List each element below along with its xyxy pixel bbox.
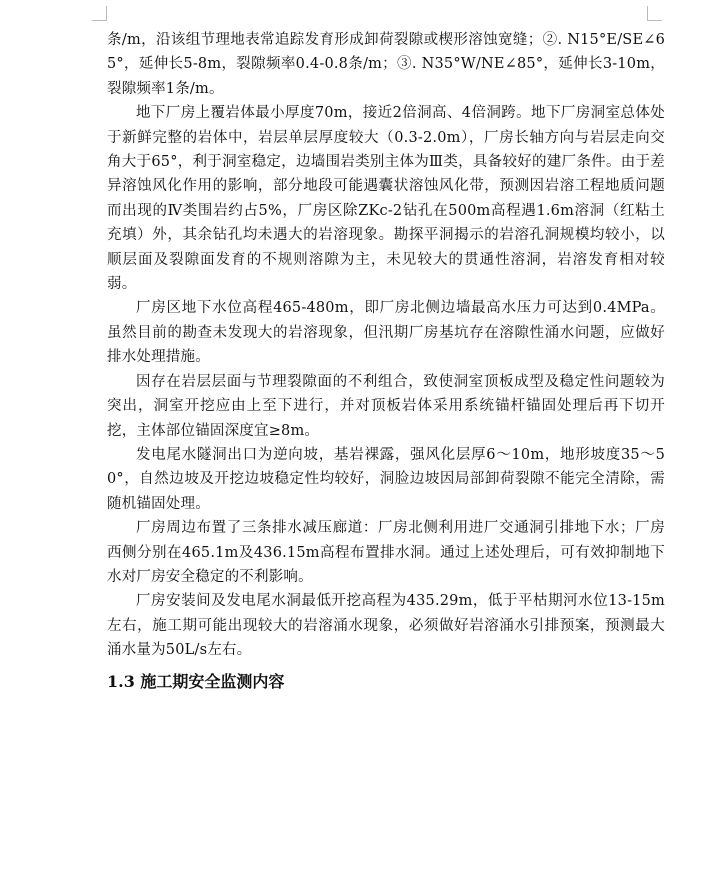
paragraph-roof-stability: 因存在岩层层面与节理裂隙面的不利组合，致使洞室顶板成型及稳定性问题较为突出，洞室开挖应由上至下进行，并对顶板岩体采用系统锚杆锚固处理后再下切开挖，主体部位锚固深度宜≥8m。 [107, 373, 665, 439]
document-page [107, 28, 665, 697]
page-corner-mark-left [92, 6, 107, 21]
paragraph-powerhouse-rock-mass: 地下厂房上覆岩体最小厚度70m，接近2倍洞高、4倍洞跨。地下厂房洞室总体处于新鲜完整的岩体中，岩层单层厚度较大（0.3-2.0m），厂房长轴方向与岩层走向交角大于65°，利于洞室稳定，边墙围岩类别主体为Ⅲ类，具备较好的建厂条件。由于差异溶蚀风化作用的影响，部分地段可能遇囊状溶蚀风化带，预测因岩溶工程地质问题而出现的Ⅳ类围岩约占5%，厂房区除ZKc-2钻孔在500m高程遇1.6m溶洞（红粘土充填）外，其余钻孔均未遇大的岩溶现象。勘探平洞揭示的岩溶孔洞规模均较小，以顺层面及裂隙面发育的不规则溶隙为主，未见较大的贯通性溶洞，岩溶发育相对较弱。 [107, 105, 665, 293]
paragraph-tailrace-outlet: 发电尾水隧洞出口为逆向坡，基岩裸露，强风化层厚6～10m，地形坡度35～50°，自然边坡及开挖边坡稳定性均较好，洞脸边坡因局部卸荷裂隙不能完全清除，需随机锚固处理。 [107, 446, 665, 512]
paragraph-groundwater-level: 厂房区地下水位高程465-480m，即厂房北侧边墙最高水压力可达到0.4MPa。虽然目前的勘查未发现大的岩溶现象，但汛期厂房基坑存在溶隙性涌水问题，应做好排水处理措施。 [107, 300, 665, 366]
paragraph-joint-sets: 条/m，沿该组节理地表常追踪发育形成卸荷裂隙或楔形溶蚀宽缝；②. N15°E/SE∠65°，延伸长5-8m，裂隙频率0.4-0.8条/m；③. N35°W/NE∠85°，延伸长3-10m，裂隙频率1条/m。 [107, 32, 665, 97]
page-corner-mark-right [647, 6, 662, 21]
section-heading: 1.3 施工期安全监测内容 [107, 671, 285, 691]
paragraph-drainage-galleries: 厂房周边布置了三条排水减压廊道：厂房北侧利用进厂交通洞引排地下水；厂房西侧分别在465.1m及436.15m高程布置排水洞。通过上述处理后，可有效抑制地下水对厂房安全稳定的不利影响。 [107, 520, 665, 585]
paragraph-karst-water-inflow: 厂房安装间及发电尾水洞最低开挖高程为435.29m，低于平枯期河水位13-15m左右，施工期可能出现较大的岩溶涌水现象，必须做好岩溶涌水引排预案，预测最大涌水量为50L/s左右。 [107, 593, 665, 659]
